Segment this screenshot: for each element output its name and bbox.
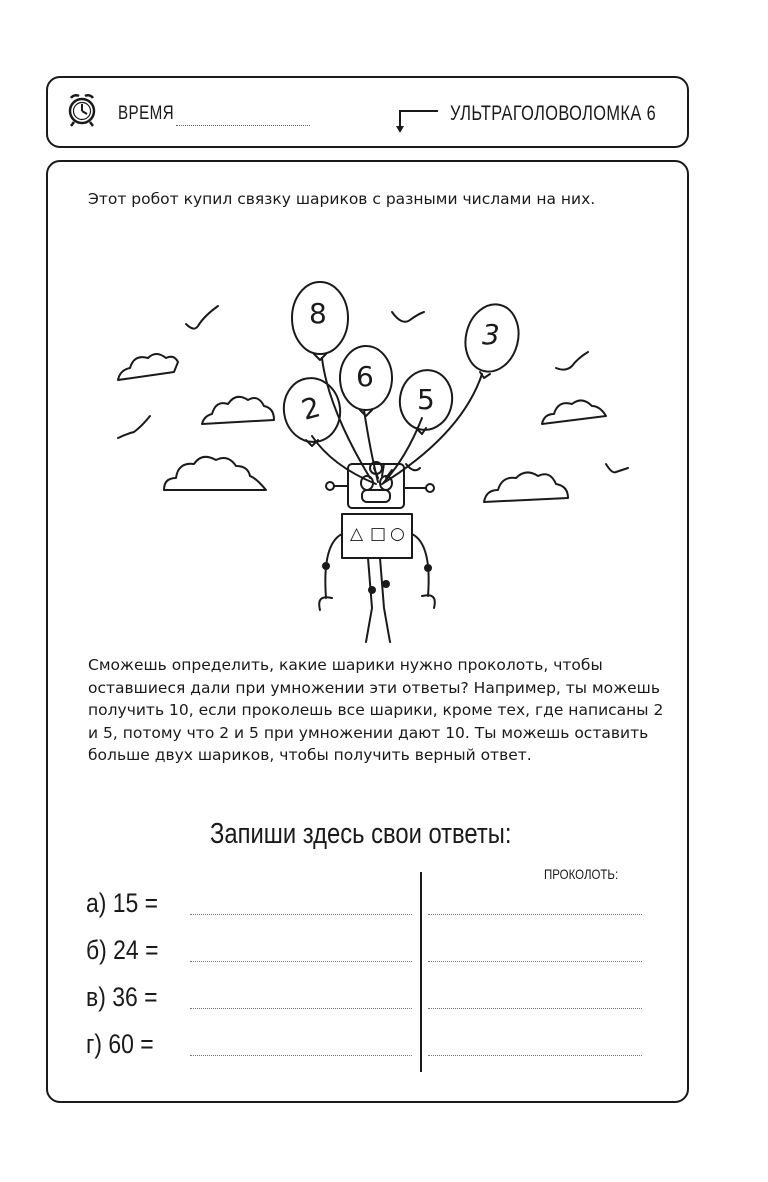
answer-row-d [86, 1029, 656, 1069]
balloon-label-8: 8 [309, 297, 327, 330]
pierce-input-line[interactable] [428, 1055, 642, 1056]
header-box [46, 76, 689, 148]
answer-input-line[interactable] [190, 961, 412, 962]
balloon-label-2: 2 [298, 390, 324, 427]
bird-icon [606, 464, 628, 472]
answer-input-line[interactable] [190, 914, 412, 915]
bird-icon [556, 352, 588, 370]
balloon-label-6: 6 [356, 360, 374, 393]
pierce-input-line[interactable] [428, 914, 642, 915]
balloon-label-3: 3 [482, 318, 500, 351]
arrow-down-icon [396, 108, 440, 134]
task-text: Сможешь определить, какие шарики нужно проколоть, чтобы оставшиеся дали при умножении эти ответы? Например, ты можешь получить 10, если проколешь все шарики, кроме тех, где написаны 2 и 5, потому что 2 и 5 при умножении дают 10. Ты можешь оставить больше двух шариков, чтобы получить верный ответ. [88, 656, 664, 764]
time-label: ВРЕМЯ [118, 103, 175, 124]
answer-row-a [86, 888, 656, 928]
answer-label: а) 15 = [86, 888, 159, 918]
cloud-icon [542, 400, 606, 424]
puzzle-title: УЛЬТРАГОЛОВОЛОМКА 6 [450, 102, 657, 125]
pierce-input-line[interactable] [428, 1008, 642, 1009]
robot-shape-circle: ○ [390, 524, 405, 544]
answers-title: Запиши здесь свои ответы: [210, 818, 512, 850]
pierce-label: ПРОКОЛОТЬ: [544, 866, 619, 882]
bird-icon [392, 312, 424, 322]
answer-row-c [86, 982, 656, 1022]
robot-balloons-illustration [100, 278, 660, 648]
bird-icon [118, 416, 150, 438]
cloud-icon [202, 397, 274, 424]
balloon-label-5: 5 [417, 383, 435, 416]
answer-input-line[interactable] [190, 1055, 412, 1056]
cloud-icon [118, 354, 178, 380]
bird-icon [186, 306, 218, 329]
intro-text: Этот робот купил связку шариков с разными числами на них. [88, 190, 596, 208]
answer-label: г) 60 = [86, 1029, 154, 1059]
robot-shape-triangle: △ [350, 524, 364, 544]
answer-row-b [86, 935, 656, 975]
alarm-clock-icon [64, 90, 100, 128]
answer-input-line[interactable] [190, 1008, 412, 1009]
time-input-line[interactable] [176, 125, 310, 126]
answer-label: в) 36 = [86, 982, 158, 1012]
robot-shape-square: □ [370, 524, 387, 544]
cloud-icon [484, 472, 568, 502]
cloud-icon [164, 457, 266, 490]
pierce-input-line[interactable] [428, 961, 642, 962]
answer-label: б) 24 = [86, 935, 159, 965]
